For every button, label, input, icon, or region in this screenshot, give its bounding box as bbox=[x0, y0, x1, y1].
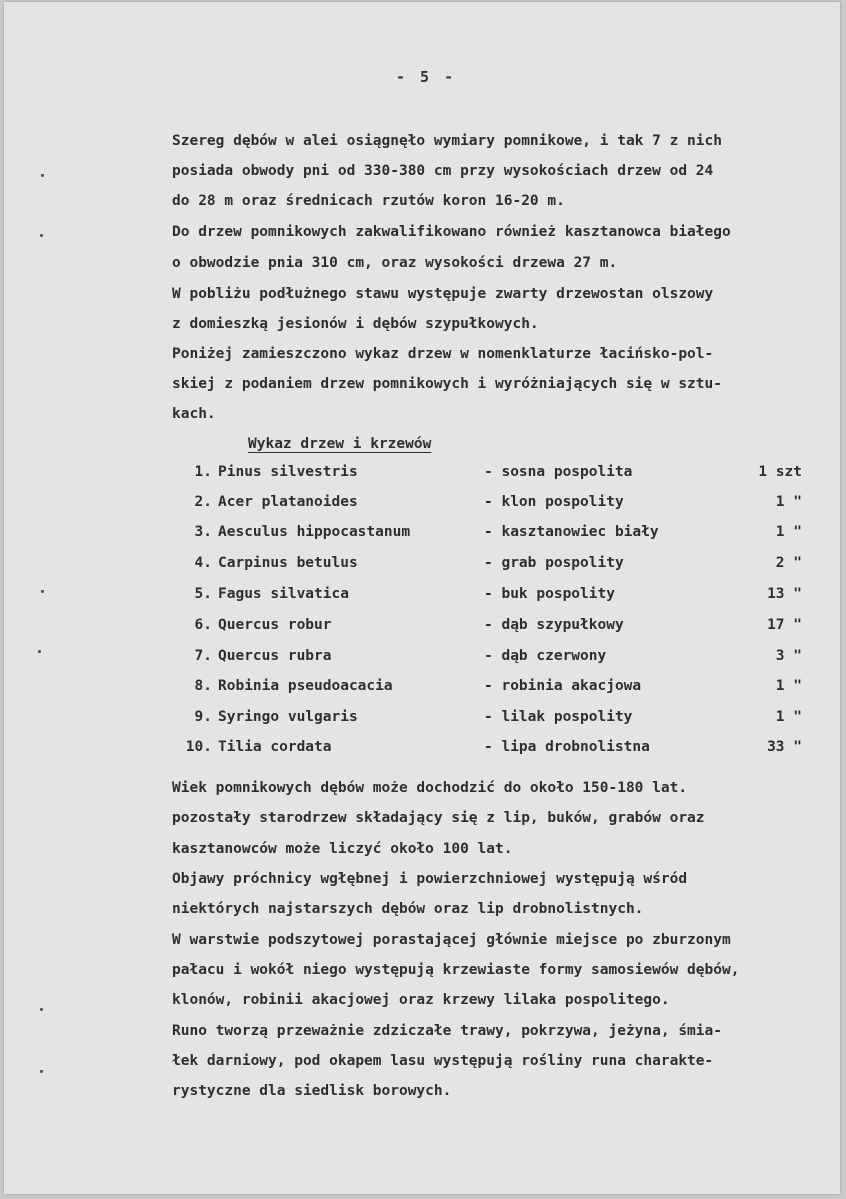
row-number: 9. bbox=[194, 709, 212, 725]
text-line: niektórych najstarszych dębów oraz lip drobnolistnych. bbox=[172, 901, 644, 917]
table-row bbox=[4, 646, 840, 668]
tree-count: 1 " bbox=[775, 524, 802, 540]
latin-name: Tilia cordata bbox=[218, 739, 332, 755]
polish-name: - robinia akacjowa bbox=[484, 678, 642, 694]
row-number: 7. bbox=[194, 648, 212, 664]
text-line: do 28 m oraz średnicach rzutów koron 16-20 m. bbox=[172, 193, 565, 209]
table-row bbox=[4, 522, 840, 544]
tree-count: 17 " bbox=[767, 617, 802, 633]
polish-name: - lipa drobnolistna bbox=[484, 739, 650, 755]
document-page bbox=[4, 2, 840, 1194]
polish-name: - dąb czerwony bbox=[484, 648, 607, 664]
text-line: posiada obwody pni od 330-380 cm przy wysokościach drzew od 24 bbox=[172, 163, 714, 179]
text-line: kasztanowców może liczyć około 100 lat. bbox=[172, 841, 513, 857]
binder-hole-mark bbox=[41, 590, 44, 593]
row-number: 3. bbox=[194, 524, 212, 540]
binder-hole-mark bbox=[40, 1070, 43, 1073]
text-line: Runo tworzą przeważnie zdziczałe trawy, pokrzywa, jeżyna, śmia- bbox=[172, 1023, 722, 1039]
text-line: W warstwie podszytowej porastającej głównie miejsce po zburzonym bbox=[172, 932, 731, 948]
tree-count: 1 szt bbox=[758, 464, 802, 480]
row-number: 2. bbox=[194, 494, 212, 510]
binder-hole-mark bbox=[38, 650, 41, 653]
text-line: Szereg dębów w alei osiągnęło wymiary pomnikowe, i tak 7 z nich bbox=[172, 133, 722, 149]
polish-name: - kasztanowiec biały bbox=[484, 524, 659, 540]
polish-name: - buk pospolity bbox=[484, 586, 615, 602]
table-row bbox=[4, 676, 840, 698]
table-row bbox=[4, 707, 840, 729]
row-number: 4. bbox=[194, 555, 212, 571]
text-line: Do drzew pomnikowych zakwalifikowano również kasztanowca białego bbox=[172, 224, 731, 240]
tree-count: 13 " bbox=[767, 586, 802, 602]
latin-name: Fagus silvatica bbox=[218, 586, 349, 602]
polish-name: - dąb szypułkowy bbox=[484, 617, 624, 633]
latin-name: Aesculus hippocastanum bbox=[218, 524, 411, 540]
table-title: Wykaz drzew i krzewów bbox=[248, 436, 432, 452]
text-line: W pobliżu podłużnego stawu występuje zwarty drzewostan olszowy bbox=[172, 286, 714, 302]
binder-hole-mark bbox=[41, 174, 44, 177]
latin-name: Robinia pseudoacacia bbox=[218, 678, 393, 694]
polish-name: - grab pospolity bbox=[484, 555, 624, 571]
binder-hole-mark bbox=[40, 234, 43, 237]
text-line: Wiek pomnikowych dębów może dochodzić do około 150-180 lat. bbox=[172, 780, 688, 796]
row-number: 10. bbox=[185, 739, 212, 755]
polish-name: - klon pospolity bbox=[484, 494, 624, 510]
binder-hole-mark bbox=[40, 1008, 43, 1011]
text-line: o obwodzie pnia 310 cm, oraz wysokości drzewa 27 m. bbox=[172, 255, 618, 271]
text-line: łek darniowy, pod okapem lasu występują rośliny runa charakte- bbox=[172, 1053, 714, 1069]
table-row bbox=[4, 737, 840, 759]
text-line: Poniżej zamieszczono wykaz drzew w nomenklaturze łacińsko-pol- bbox=[172, 346, 714, 362]
tree-count: 1 " bbox=[775, 709, 802, 725]
text-line: Objawy próchnicy wgłębnej i powierzchniowej występują wśród bbox=[172, 871, 688, 887]
text-line: pozostały starodrzew składający się z lip, buków, grabów oraz bbox=[172, 810, 705, 826]
latin-name: Quercus rubra bbox=[218, 648, 332, 664]
table-row bbox=[4, 462, 840, 484]
tree-count: 1 " bbox=[775, 494, 802, 510]
latin-name: Syringo vulgaris bbox=[218, 709, 358, 725]
row-number: 6. bbox=[194, 617, 212, 633]
latin-name: Quercus robur bbox=[218, 617, 332, 633]
table-row bbox=[4, 553, 840, 575]
tree-count: 3 " bbox=[775, 648, 802, 664]
page-number: - 5 - bbox=[396, 68, 457, 86]
latin-name: Acer platanoides bbox=[218, 494, 358, 510]
text-line: klonów, robinii akacjowej oraz krzewy lilaka pospolitego. bbox=[172, 992, 670, 1008]
polish-name: - sosna pospolita bbox=[484, 464, 633, 480]
text-line: z domieszką jesionów i dębów szypułkowych. bbox=[172, 316, 539, 332]
table-row bbox=[4, 615, 840, 637]
table-row bbox=[4, 492, 840, 514]
polish-name: - lilak pospolity bbox=[484, 709, 633, 725]
text-line: pałacu i wokół niego występują krzewiaste formy samosiewów dębów, bbox=[172, 962, 740, 978]
text-line: kach. bbox=[172, 406, 216, 422]
row-number: 8. bbox=[194, 678, 212, 694]
tree-count: 33 " bbox=[767, 739, 802, 755]
latin-name: Carpinus betulus bbox=[218, 555, 358, 571]
latin-name: Pinus silvestris bbox=[218, 464, 358, 480]
row-number: 1. bbox=[194, 464, 212, 480]
text-line: skiej z podaniem drzew pomnikowych i wyróżniających się w sztu- bbox=[172, 376, 722, 392]
tree-count: 2 " bbox=[775, 555, 802, 571]
text-line: rystyczne dla siedlisk borowych. bbox=[172, 1083, 452, 1099]
table-row bbox=[4, 584, 840, 606]
tree-count: 1 " bbox=[775, 678, 802, 694]
row-number: 5. bbox=[194, 586, 212, 602]
